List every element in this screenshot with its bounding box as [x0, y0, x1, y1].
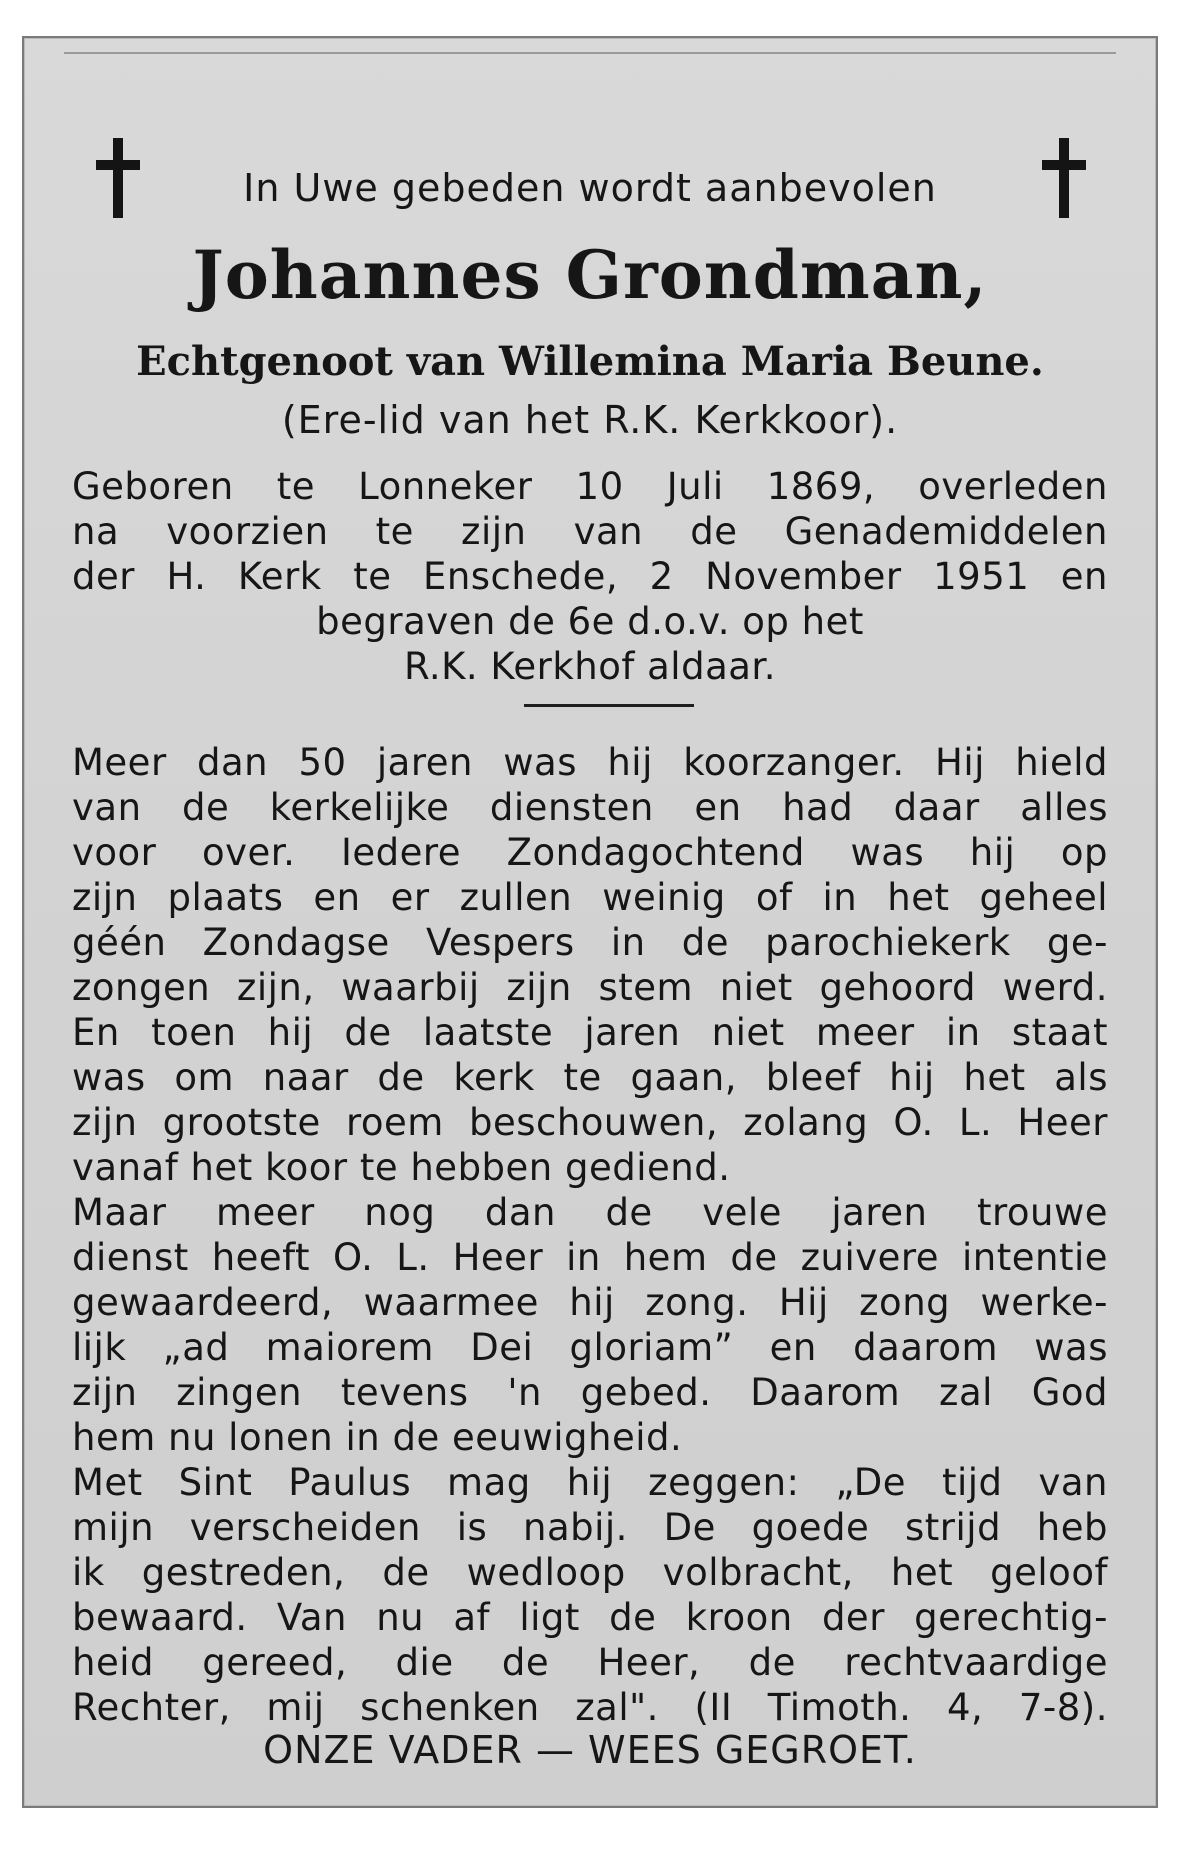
text-line: na voorzien te zijn van de Genademiddelen	[72, 510, 1108, 553]
text-line: gewaardeerd, waarmee hij zong. Hij zong werke-	[72, 1281, 1108, 1324]
text-line: Geboren te Lonneker 10 Juli 1869, overleden	[72, 465, 1108, 508]
text-line: R.K. Kerkhof aldaar.	[404, 645, 776, 688]
text-line: voor over. Iedere Zondagochtend was hij op	[72, 831, 1108, 874]
text-line: der H. Kerk te Enschede, 2 November 1951 en	[72, 555, 1108, 598]
text-line: géén Zondagse Vespers in de parochiekerk ge-	[72, 921, 1108, 964]
text-line: mijn verscheiden is nabij. De goede strijd heb	[72, 1506, 1108, 1549]
text-line: zijn grootste roem beschouwen, zolang O. L. Heer	[72, 1101, 1108, 1144]
text-line: bewaard. Van nu af ligt de kroon der gerechtig-	[72, 1596, 1108, 1639]
text-line: Maar meer nog dan de vele jaren trouwe	[72, 1191, 1108, 1234]
text-line: begraven de 6e d.o.v. op het	[316, 600, 864, 643]
text-line: van de kerkelijke diensten en had daar alles	[72, 786, 1108, 829]
divider	[524, 704, 694, 707]
text-line: was om naar de kerk te gaan, bleef hij het als	[72, 1056, 1108, 1099]
text-line: Met Sint Paulus mag hij zeggen: „De tijd van	[72, 1461, 1108, 1504]
text-line: ik gestreden, de wedloop volbracht, het geloof	[72, 1551, 1108, 1594]
text-line: zongen zijn, waarbij zijn stem niet gehoord werd.	[72, 966, 1108, 1009]
text-line: dienst heeft O. L. Heer in hem de zuivere intentie	[72, 1236, 1108, 1279]
text-line: En toen hij de laatste jaren niet meer in staat	[72, 1011, 1108, 1054]
text-line: heid gereed, die de Heer, de rechtvaardige	[72, 1641, 1108, 1684]
text-line: Meer dan 50 jaren was hij koorzanger. Hij hield	[72, 741, 1108, 784]
text-line: hem nu lonen in de eeuwigheid.	[72, 1416, 683, 1459]
memorial-card	[22, 36, 1158, 1808]
recommendation-text: In Uwe gebeden wordt aanbevolen	[243, 166, 937, 210]
closing-prayer: ONZE VADER — WEES GEGROET.	[263, 1728, 917, 1772]
top-border-line	[64, 52, 1116, 54]
spouse-line: Echtgenoot van Willemina Maria Beune.	[136, 338, 1044, 385]
text-line: Rechter, mij schenken zal". (II Timoth. 4, 7-8).	[72, 1686, 1108, 1729]
biography-paragraph	[72, 740, 1108, 1730]
text-line: vanaf het koor te hebben gediend.	[72, 1146, 731, 1189]
deceased-name: Johannes Grondman,	[192, 236, 988, 314]
text-line: lijk „ad maiorem Dei gloriam” en daarom was	[72, 1326, 1108, 1369]
birth-death-paragraph	[72, 464, 1108, 689]
text-line: zijn zingen tevens 'n gebed. Daarom zal God	[72, 1371, 1108, 1414]
text-line: zijn plaats en er zullen weinig of in het geheel	[72, 876, 1108, 919]
honorary-membership: (Ere-lid van het R.K. Kerkkoor).	[281, 398, 899, 442]
